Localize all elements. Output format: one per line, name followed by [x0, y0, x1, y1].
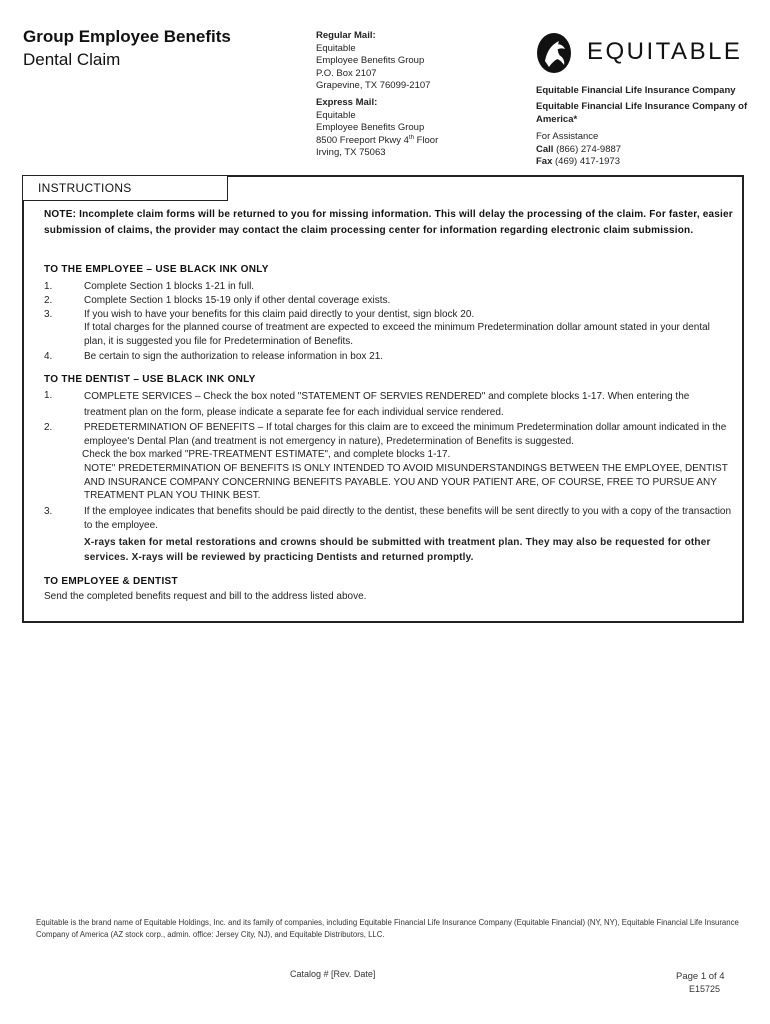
street-text: 8500 Freeport Pkwy 4 — [316, 134, 409, 146]
form-title: Group Employee Benefits — [23, 27, 231, 46]
logo-wordmark: EQUITABLE — [587, 38, 743, 65]
dentist-item-text: PREDETERMINATION OF BENEFITS – If total charges for this claim are to exceed the minimum Predetermination dollar amount indicated in the employee's Dental Plan (and treatment is not emergency in nature), Predetermination of Benefits is suggested. — [84, 422, 727, 447]
fax-label: Fax — [536, 156, 553, 167]
street-superscript: th — [408, 134, 414, 141]
assistance-label: For Assistance — [536, 131, 599, 142]
equitable-logo — [535, 31, 750, 75]
employee-item-text: If you wish to have your benefits for this claim paid directly to your dentist, sign block 20. — [84, 309, 475, 320]
employee-item-text: Complete Section 1 blocks 15-19 only if other dental coverage exists. — [84, 295, 391, 306]
street-floor: Floor — [413, 134, 439, 146]
instructions-note: NOTE: Incomplete claim forms will be returned to you for missing information. This will delay the processing of the claim. For faster, easier submission of claims, the provider may contact the claim processing center for information regarding electronic claim submission. — [44, 209, 733, 236]
dentist-predetermination-note: NOTE" PREDETERMINATION OF BENEFITS IS ONLY INTENDED TO AVOID MISUNDERSTANDINGS BETWEEN THE EMPLOYEE, DENTIST AND INSURANCE COMPANY CONCERNING BENEFITS PAYABLE. YOU AND YOUR PATIENT ARE, OF COURSE, FREE TO PURSUE ANY TREATMENT PLAN YOU THINK BEST. — [84, 463, 728, 501]
employee-item-number: 1. — [44, 281, 53, 292]
fax-line — [536, 156, 621, 169]
employee-dentist-heading: TO EMPLOYEE & DENTIST — [44, 576, 178, 587]
dentist-check-box-instruction: Check the box marked "PRE-TREATMENT ESTIMATE", and complete blocks 1-17. — [82, 449, 451, 460]
xrays-note: X-rays taken for metal restorations and crowns should be submitted with treatment plan. They may also be requested for other services. X-rays will be reviewed by practicing Dentists and returned promptly. — [84, 537, 711, 563]
regular-mail-line: P.O. Box 2107 — [316, 67, 377, 79]
employee-item-text: Be certain to sign the authorization to release information in box 21. — [84, 351, 384, 362]
dentist-item-text: COMPLETE SERVICES – Check the box noted "STATEMENT OF SERVIES RENDERED" and complete blocks 1-17. When entering the treatment plan on the form, please indicate a separate fee for each individual service rendered. — [84, 391, 690, 418]
dentist-item-number: 2. — [44, 422, 53, 433]
page-number: Page 1 of 4 — [676, 971, 725, 982]
company-name-america: Equitable Financial Life Insurance Company of America* — [536, 101, 748, 125]
employee-item-number: 3. — [44, 309, 53, 320]
fax-number: (469) 417-1973 — [555, 156, 620, 167]
regular-mail-line: Employee Benefits Group — [316, 55, 425, 66]
regular-mail-line: Grapevine, TX 76099-2107 — [316, 80, 431, 91]
employee-section-heading: TO THE EMPLOYEE – USE BLACK INK ONLY — [44, 264, 269, 275]
instructions-heading: INSTRUCTIONS — [38, 181, 132, 195]
form-subtitle: Dental Claim — [23, 50, 121, 69]
express-mail-street — [316, 135, 438, 148]
catalog-number: Catalog # [Rev. Date] — [290, 969, 376, 979]
dentist-item-text: If the employee indicates that benefits should be paid directly to the dentist, these benefits will be sent directly to you with a copy of the transaction to the employee. — [84, 506, 732, 531]
dentist-item-number: 3. — [44, 506, 53, 517]
express-mail-city: Irving, TX 75063 — [316, 147, 386, 158]
company-name: Equitable Financial Life Insurance Company — [536, 85, 736, 96]
regular-mail-address — [316, 30, 430, 93]
employee-item-number: 2. — [44, 295, 53, 306]
regular-mail-line: Equitable — [316, 42, 356, 54]
instructions-tab — [22, 175, 228, 201]
call-label: Call — [536, 143, 554, 155]
express-mail-label: Express Mail: — [316, 97, 378, 108]
dentist-section-heading: TO THE DENTIST – USE BLACK INK ONLY — [44, 374, 256, 385]
assistance-contact — [536, 131, 621, 169]
employee-dentist-text: Send the completed benefits request and bill to the address listed above. — [44, 591, 367, 602]
employee-item-number: 4. — [44, 351, 53, 362]
dentist-item-number: 1. — [44, 390, 53, 401]
express-mail-line: Employee Benefits Group — [316, 122, 425, 133]
phone-number: (866) 274-9887 — [556, 143, 622, 155]
equitable-logo-icon — [535, 31, 575, 75]
phone-line — [536, 144, 621, 157]
employee-item-text: Complete Section 1 blocks 1-21 in full. — [84, 281, 255, 292]
express-mail-address — [316, 97, 438, 160]
regular-mail-label: Regular Mail: — [316, 30, 376, 41]
footer-disclaimer: Equitable is the brand name of Equitable Holdings, Inc. and its family of companies, including Equitable Financial Life Insurance Company (Equitable Financial) (NY, NY), Equitable Financial Life Insurance Company of America (AZ stock corp., admin. office: Jersey City, NJ), and Equitable Distributors, LLC. — [36, 918, 739, 939]
employee-item-continuation: If total charges for the planned course of treatment are expected to exceed the minimum Predetermination dollar amount stated in your dental plan, it is suggested you file for Predetermination of Benefits. — [84, 322, 710, 347]
form-id: E15725 — [689, 984, 721, 994]
express-mail-line: Equitable — [316, 109, 356, 121]
